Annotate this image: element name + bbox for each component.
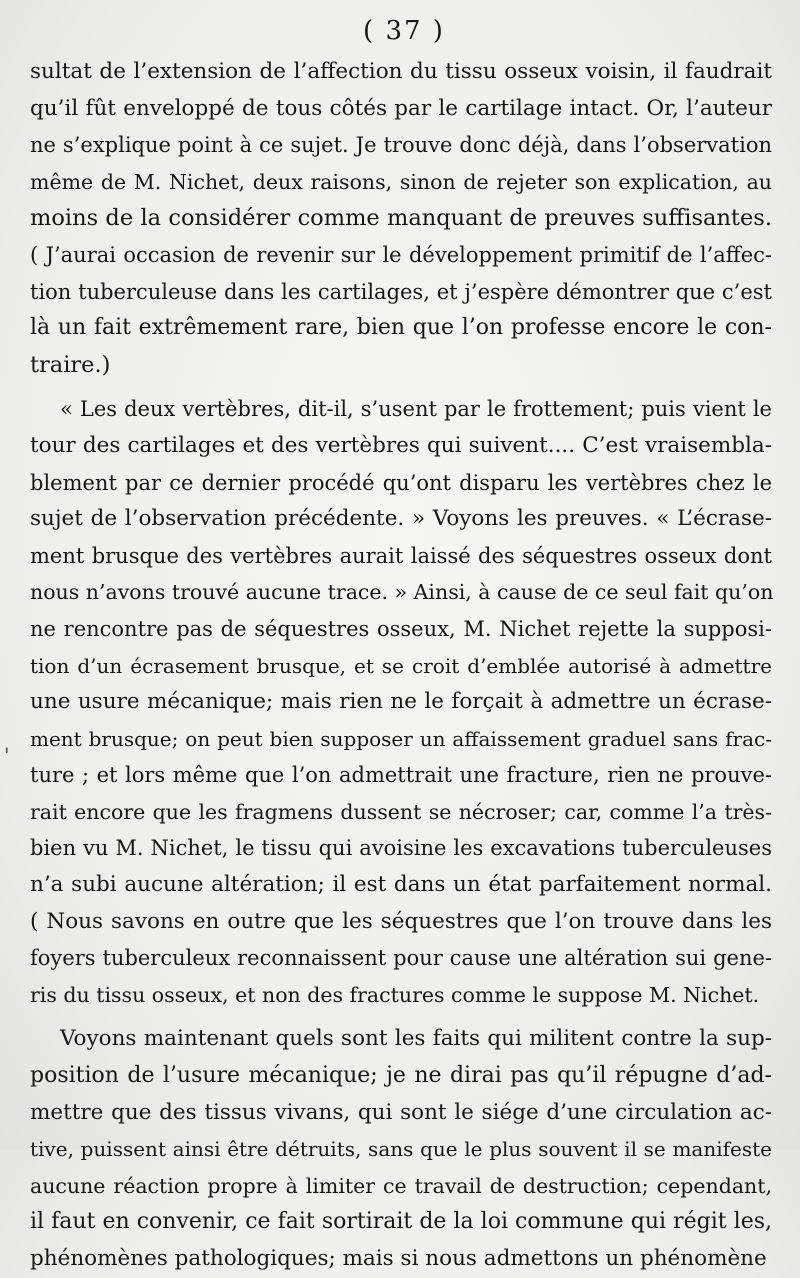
text-line: bien vu M. Nichet, le tissu qui avoisine les excavations tuberculeuses: [30, 836, 772, 861]
text-line: nous n’avons trouvé aucune trace. » Ainsi, à cause de ce seul fait qu’on: [30, 580, 774, 605]
text-line: ( Nous savons en outre que les séquestres que l’on trouve dans les: [30, 908, 772, 934]
text-line: ( J’aurai occasion de revenir sur le développement primitif de l’affec-: [30, 242, 772, 267]
text-line: tive, puissent ainsi être détruits, sans que le plus souvent il se manifeste: [30, 1137, 772, 1162]
text-line: aucune réaction propre à limiter ce travail de destruction; cependant,: [30, 1173, 772, 1198]
paragraph: [30, 391, 772, 1013]
text-line: même de M. Nichet, deux raisons, sinon de rejeter son explication, au: [30, 169, 772, 194]
paragraph-gap: [30, 1013, 772, 1021]
paragraph-gap: [30, 383, 772, 391]
text-line: ment brusque; on peut bien supposer un affaissement graduel sans frac-: [30, 726, 772, 751]
text-line: position de l’usure mécanique; je ne dirai pas qu’il répugne d’ad-: [30, 1063, 772, 1089]
text-line: sultat de l’extension de l’affection du tissu osseux voisin, il faudrait: [30, 59, 772, 84]
text-line: qu’il fût enveloppé de tous côtés par le cartilage intact. Or, l’auteur: [30, 95, 772, 121]
text-line: ne s’explique point à ce sujet. Je trouve donc déjà, dans l’observation: [30, 133, 772, 158]
paragraph: [30, 1021, 772, 1277]
text-line: foyers tuberculeux reconnaissent pour cause une altération sui gene-: [30, 946, 772, 971]
text-line: là un fait extrêmement rare, bien que l’on professe encore le con-: [30, 315, 772, 341]
body-text: [30, 54, 772, 1278]
margin-mark: ': [4, 743, 10, 767]
text-line: tion tuberculeuse dans les cartilages, et j’espère démontrer que c’est: [30, 279, 772, 304]
text-line: moins de la considérer comme manquant de preuves suffisantes.: [30, 205, 772, 232]
text-line: ne rencontre pas de séquestres osseux, M. Nichet rejette la supposi-: [30, 616, 772, 641]
document-page: [30, 14, 772, 1278]
paragraph: [30, 54, 772, 383]
text-line: ment brusque des vertèbres aurait laissé des séquestres osseux dont: [30, 543, 772, 568]
text-line: tour des cartilages et des vertèbres qui suivent.... C’est vraisembla-: [30, 432, 772, 458]
text-line: « Les deux vertèbres, dit-il, s’usent par le frottement; puis vient le: [60, 397, 772, 422]
page-number: ( 37 ): [363, 16, 445, 46]
text-line: il faut en convenir, ce fait sortirait de la loi commune qui régit les,: [30, 1209, 772, 1235]
text-line: Voyons maintenant quels sont les faits qui militent contre la sup-: [60, 1026, 772, 1052]
text-line: mettre que des tissus vivans, qui sont le siége d’une circulation ac-: [30, 1099, 772, 1125]
text-line: une usure mécanique; mais rien ne le forçait à admettre un écrase-: [30, 689, 772, 715]
text-line: tion d’un écrasement brusque, et se croit d’emblée autorisé à admettre: [30, 653, 772, 678]
text-line: sujet de l’observation précédente. » Voyons les preuves. « L’écrase-: [30, 506, 772, 532]
text-line: n’a subi aucune altération; il est dans un état parfaitement normal.: [30, 872, 772, 898]
text-line: rait encore que les fragmens dussent se nécroser; car, comme l’a très-: [30, 799, 772, 824]
text-line: phénomènes pathologiques; mais si nous admettons un phénomène: [30, 1246, 767, 1271]
text-line: blement par ce dernier procédé qu’ont disparu les vertèbres chez le: [30, 470, 772, 495]
text-line: ture ; et lors même que l’on admettrait une fracture, rien ne prouve-: [30, 763, 772, 788]
text-line: traire.): [30, 351, 111, 378]
text-line: ris du tissu osseux, et non des fractures comme le suppose M. Nichet.: [30, 982, 760, 1007]
